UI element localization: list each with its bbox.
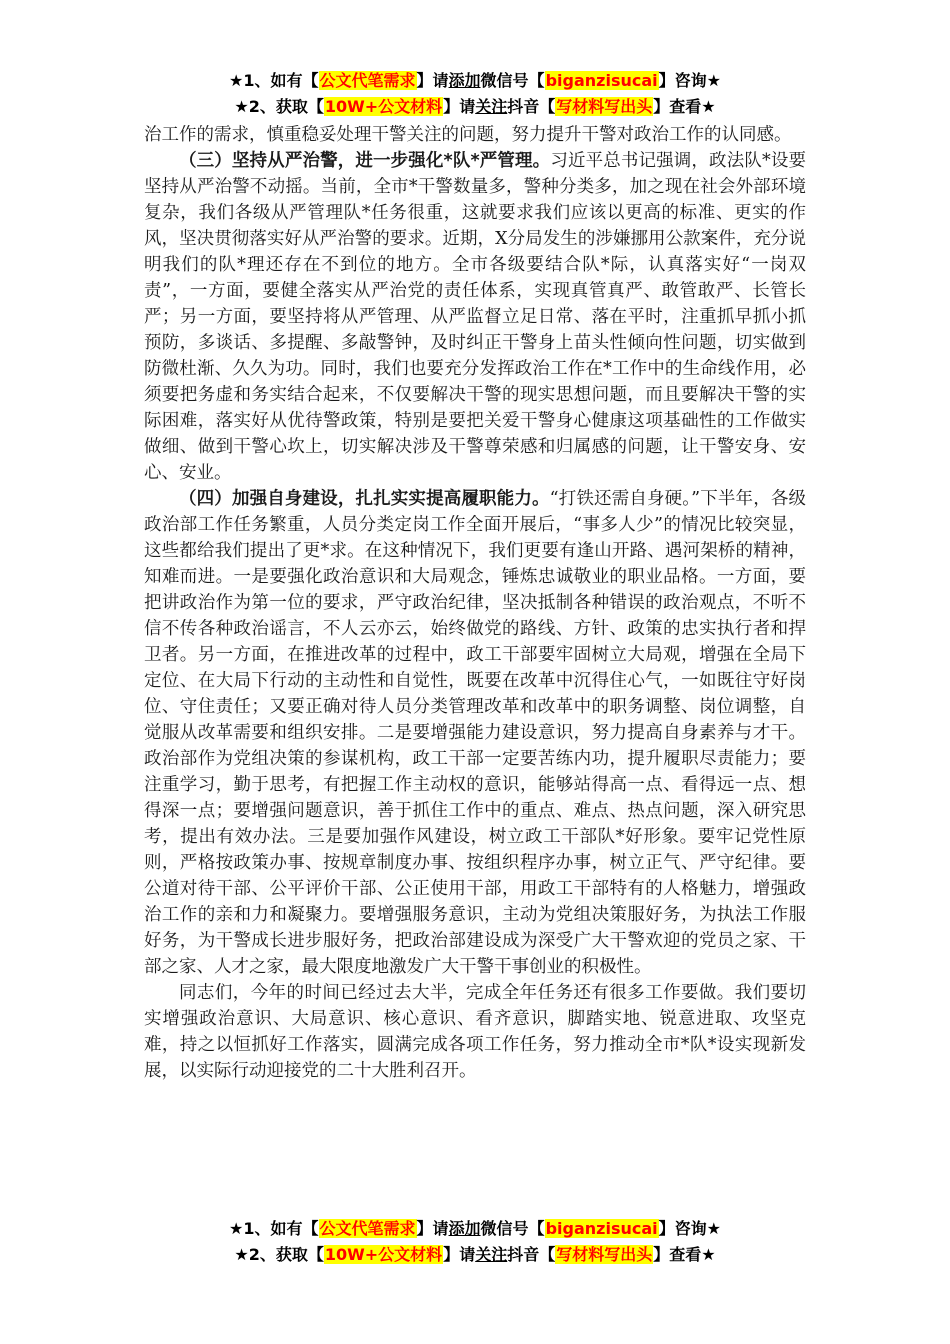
banner-text: 】请 bbox=[443, 1245, 476, 1264]
document-body bbox=[144, 122, 806, 1084]
underlined-text: 关注 bbox=[475, 97, 508, 116]
banner-text: 】查看★ bbox=[653, 1245, 716, 1264]
star-icon: ★ bbox=[234, 97, 249, 116]
banner-text: 】请 bbox=[416, 71, 449, 90]
bottom-banner bbox=[0, 1216, 950, 1268]
section-body-4: “打铁还需自身硬。”下半年，各级政治部工作任务繁重，人员分类定岗工作全面开展后，“事多人少”的情况比较突显，这些都给我们提出了更*求。在这种情况下，我们更要有逢山开路、遇河架桥的精神，知难而进。一是要强化政治意识和大局观念，锤炼忠诚敬业的职业品格。一方面，要把讲政治作为第一位的要求，严守政治纪律，坚决抵制各种错误的政治观点，不听不信不传各种政治谣言，不人云亦云，始终做党的路线、方针、政策的忠实执行者和捍卫者。另一方面，在推进改革的过程中，政工干部要牢固树立大局观，增强在全局下定位、在大局下行动的主动性和自觉性，既要在改革中沉得住心气，一如既往守好岗位、守住责任；又要正确对待人员分类管理改革和改革中的职务调整、岗位调整，自觉服从改革需要和组织安排。二是要增强能力建设意识，努力提高自身素养与才干。政治部作为党组决策的参谋机构，政工干部一定要苦练内功，提升履职尽责能力；要注重学习，勤于思考，有把握工作主动权的意识，能够站得高一点、看得远一点、想得深一点；要增强问题意识，善于抓住工作中的重点、难点、热点问题，深入研究思考，提出有效办法。三是要加强作风建设，树立政工干部队*好形象。要牢记党性原则，严格按政策办事、按规章制度办事、按组织程序办事，树立正气、严守纪律。要公道对待干部、公平评价干部、公正使用干部，用政工干部特有的人格魅力，增强政治工作的亲和力和凝聚力。要增强服务意识，主动为党组决策服好务，为执法工作服好务，为干警成长进步服好务，把政治部建设成为深受广大干警欢迎的党员之家、干部之家、人才之家，最大限度地激发广大干警干事创业的积极性。 bbox=[144, 489, 806, 977]
paragraph-closing: 同志们，今年的时间已经过去大半，完成全年任务还有很多工作要做。我们要切实增强政治意识、大局意识、核心意识、看齐意识，脚踏实地、锐意进取、攻坚克难，持之以恒抓好工作落实，圆满完成各项工作任务，努力推动全市*队*设实现新发展，以实际行动迎接党的二十大胜利召开。 bbox=[144, 983, 806, 1081]
section-heading-3: （三）坚持从严治警，进一步强化*队*严管理。 bbox=[179, 151, 551, 171]
highlight-text: 公文代笔需求 bbox=[319, 71, 416, 90]
douyin-id-highlight: 写材料写出头 bbox=[556, 1245, 653, 1264]
banner-line-2 bbox=[0, 94, 950, 120]
banner-text: 抖音【 bbox=[507, 1245, 556, 1264]
star-icon: ★ bbox=[229, 71, 244, 90]
banner-line-1 bbox=[0, 68, 950, 94]
paragraph-continuation: 治工作的需求，慎重稳妥处理干警关注的问题，努力提升干警对政治工作的认同感。 bbox=[144, 125, 792, 145]
banner-text: 抖音【 bbox=[507, 97, 556, 116]
paragraph-section-3 bbox=[144, 148, 806, 486]
top-banner bbox=[0, 68, 950, 120]
paragraph-section-4 bbox=[144, 486, 806, 980]
banner-text: 】咨询★ bbox=[658, 1219, 721, 1238]
wechat-id-highlight: biganzisucai bbox=[545, 71, 658, 90]
section-heading-4: （四）加强自身建设，扎扎实实提高履职能力。 bbox=[179, 489, 550, 509]
wechat-id-highlight: biganzisucai bbox=[545, 1219, 658, 1238]
banner-text: 2、获取【 bbox=[248, 1245, 324, 1264]
star-icon: ★ bbox=[234, 1245, 249, 1264]
banner-text: 】咨询★ bbox=[658, 71, 721, 90]
underlined-text: 关注 bbox=[475, 1245, 508, 1264]
underlined-text: 添加 bbox=[448, 71, 481, 90]
highlight-text: 公文代笔需求 bbox=[319, 1219, 416, 1238]
banner-text: 微信号【 bbox=[480, 1219, 545, 1238]
banner-text: 2、获取【 bbox=[248, 97, 324, 116]
banner-text: 1、如有【 bbox=[243, 71, 319, 90]
underlined-text: 添加 bbox=[448, 1219, 481, 1238]
banner-line-2 bbox=[0, 1242, 950, 1268]
banner-text: 】请 bbox=[443, 97, 476, 116]
highlight-text: 10W+公文材料 bbox=[324, 1245, 443, 1264]
banner-line-1 bbox=[0, 1216, 950, 1242]
banner-text: 】查看★ bbox=[653, 97, 716, 116]
banner-text: 微信号【 bbox=[480, 71, 545, 90]
banner-text: 】请 bbox=[416, 1219, 449, 1238]
highlight-text: 10W+公文材料 bbox=[324, 97, 443, 116]
section-body-3: 习近平总书记强调，政法队*设要坚持从严治警不动摇。当前，全市*干警数量多，警种分类多，加之现在社会外部环境复杂，我们各级从严管理队*任务很重，这就要求我们应该以更高的标准、更实的作风，坚决贯彻落实好从严治警的要求。近期，X分局发生的涉嫌挪用公款案件，充分说明我们的队*理还存在不到位的地方。全市各级要结合队*际，认真落实好“一岗双责”，一方面，要健全落实从严治党的责任体系，实现真管真严、敢管敢严、长管长严；另一方面，要坚持将从严管理、从严监督立足日常、落在平时，注重抓早抓小抓预防，多谈话、多提醒、多敲警钟，及时纠正干警身上苗头性倾向性问题，切实做到防微杜渐、久久为功。同时，我们也要充分发挥政治工作在*工作中的生命线作用，必须要把务虚和务实结合起来，不仅要解决干警的现实思想问题，而且要解决干警的实际困难，落实好从优待警政策，特别是要把关爱干警身心健康这项基础性的工作做实做细、做到干警心坎上，切实解决涉及干警尊荣感和归属感的问题，让干警安身、安心、安业。 bbox=[144, 151, 806, 483]
douyin-id-highlight: 写材料写出头 bbox=[556, 97, 653, 116]
star-icon: ★ bbox=[229, 1219, 244, 1238]
banner-text: 1、如有【 bbox=[243, 1219, 319, 1238]
